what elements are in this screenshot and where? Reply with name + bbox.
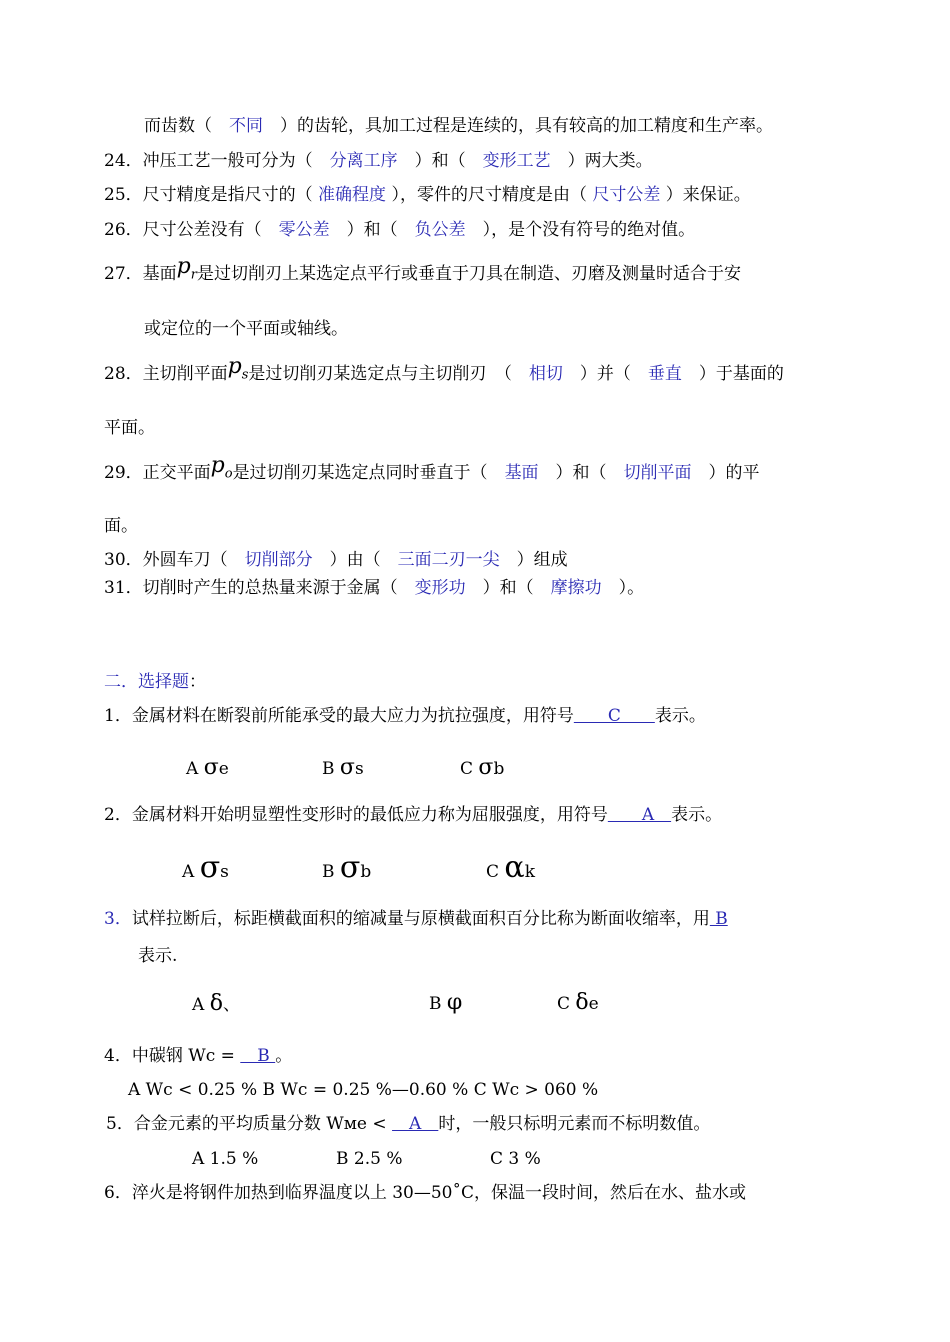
- option-symbol: δ: [575, 990, 589, 1015]
- text-run: ：: [189, 672, 206, 692]
- section-heading: 二．选择题: [104, 672, 189, 692]
- option-symbol: δ: [209, 991, 223, 1016]
- text-run: 正交平面: [142, 463, 211, 483]
- question-number: 24．: [104, 151, 143, 171]
- text-run: 冲压工艺一般可分为（: [142, 151, 330, 171]
- option: [322, 755, 364, 780]
- mc-question-3: [104, 908, 728, 930]
- text-run: ）和（: [538, 463, 624, 483]
- text-run: ）的平: [691, 463, 760, 483]
- fill-line: [144, 115, 773, 137]
- text-run: 合金元素的平均质量分数 Wме <: [133, 1114, 393, 1134]
- answer-text: 准确程度: [318, 185, 387, 205]
- question-number: 1．: [104, 706, 132, 726]
- text-run: ）由（: [312, 550, 398, 570]
- option-letter: B: [322, 862, 340, 882]
- question-29-cont: 面。: [104, 516, 138, 536]
- answer-text: 基面: [504, 463, 539, 483]
- option-subscript: b: [360, 862, 372, 882]
- option-subscript: s: [354, 759, 364, 779]
- question-number: 27．: [104, 264, 143, 284]
- text-run: 金属材料开始明显塑性变形时的最低应力称为屈服强度，用符号: [131, 805, 608, 825]
- text-run: 是过切削刃某选定点与主切削刃 （: [248, 364, 529, 384]
- option: [186, 755, 229, 780]
- option-letter: C: [460, 759, 479, 779]
- question-number: 31．: [104, 578, 143, 598]
- text-run: ）并（: [562, 364, 648, 384]
- answer-blank: A: [607, 805, 672, 825]
- mc-question-3-cont: 表示.: [138, 946, 178, 966]
- answer-blank: B: [240, 1046, 276, 1066]
- question-28-cont: 平面。: [104, 418, 155, 438]
- option-subscript: e: [588, 994, 599, 1014]
- mc-question-6: [104, 1182, 746, 1204]
- text-run: 是过切削刃上某选定点平行或垂直于刀具在制造、刃磨及测量时适合于安: [196, 264, 741, 284]
- text-run: 主切削平面: [142, 364, 228, 384]
- option: [460, 755, 504, 780]
- option-symbol: σ: [203, 755, 219, 780]
- text-run: ），是个没有符号的绝对值。: [465, 220, 696, 240]
- option-symbol: σ: [478, 755, 494, 780]
- answer-text: 不同: [229, 116, 263, 136]
- option-subscript: e: [218, 759, 229, 779]
- text-run: 中碳钢 Wc =: [131, 1046, 241, 1066]
- question-number: 29．: [104, 463, 143, 483]
- text-run: 切削时产生的总热量来源于金属（: [142, 578, 415, 598]
- question-29: [104, 453, 760, 491]
- question-number: 26．: [104, 220, 143, 240]
- fill-line: [104, 150, 653, 172]
- mc-question-1: [104, 705, 706, 727]
- question-31: [104, 577, 644, 599]
- question-number: 5．: [106, 1114, 134, 1134]
- option-symbol: σ: [339, 850, 361, 885]
- question-27-cont: 或定位的一个平面或轴线。: [144, 319, 348, 339]
- mc-question-5: [106, 1113, 710, 1135]
- option-letter: C: [486, 862, 505, 882]
- text-run: 表示。: [671, 805, 723, 825]
- text-run: 淬火是将钢件加热到临界温度以上 30—50˚C，保温一段时间，然后在水、盐水或: [131, 1183, 747, 1203]
- fill-line: [104, 219, 695, 241]
- option: [322, 850, 371, 885]
- question-number: 2．: [104, 805, 132, 825]
- text-run: ）和（: [397, 151, 483, 171]
- answer-text: 切削部分: [244, 550, 313, 570]
- option-letter: B: [429, 994, 447, 1014]
- mc-question-4: [104, 1045, 292, 1067]
- answer-text: 分离工序: [329, 151, 398, 171]
- option-subscript: k: [524, 862, 535, 882]
- option-letter: A: [186, 759, 204, 779]
- answer-text: 三面二刃一尖: [397, 550, 500, 570]
- section-title: [104, 671, 206, 693]
- option-letter: B: [322, 759, 340, 779]
- question-30: [104, 549, 568, 571]
- text-run: ）组成: [499, 550, 568, 570]
- option-symbol: σ: [199, 850, 221, 885]
- math-symbol: $p_r$: [176, 254, 197, 283]
- option-symbol: φ: [446, 990, 463, 1015]
- option-subscript: b: [493, 759, 505, 779]
- question-number: 28．: [104, 364, 143, 384]
- text-run: 外圆车刀（: [142, 550, 245, 570]
- text-run: 而齿数（: [144, 116, 229, 136]
- answer-text: 垂直: [647, 364, 682, 384]
- answer-text: 零公差: [278, 220, 330, 240]
- answer-text: 摩擦功: [550, 578, 602, 598]
- text-run: ）和（: [465, 578, 551, 598]
- question-number: 4．: [104, 1046, 132, 1066]
- text-run: 基面: [142, 264, 177, 284]
- question-number: 30．: [104, 550, 143, 570]
- option: [486, 850, 535, 885]
- answer-text: 变形工艺: [482, 151, 551, 171]
- text-run: ）来保证。: [660, 185, 751, 205]
- text-run: 表示。: [654, 706, 706, 726]
- mc-question-4-options: A Wc < 0.25 % B Wc = 0.25 %—0.60 % C Wc > 060 %: [128, 1080, 599, 1100]
- question-number: 25．: [104, 185, 143, 205]
- option: [182, 850, 229, 885]
- option-letter: C: [557, 994, 576, 1014]
- option-subscript: s: [220, 862, 229, 882]
- option-symbol: α: [504, 850, 525, 885]
- answer-text: 切削平面: [623, 463, 692, 483]
- text-run: 金属材料在断裂前所能承受的最大应力为抗拉强度，用符号: [131, 706, 574, 726]
- option-symbol: σ: [339, 755, 355, 780]
- option: B 2.5 %: [336, 1149, 403, 1169]
- text-run: 尺寸公差没有（: [142, 220, 279, 240]
- math-subscript: r: [190, 267, 197, 283]
- option-subscript: 、: [222, 995, 240, 1015]
- answer-text: 尺寸公差: [592, 185, 661, 205]
- text-run: ）于基面的: [681, 364, 784, 384]
- text-run: 是过切削刃某选定点同时垂直于（: [232, 463, 505, 483]
- answer-blank: B: [709, 909, 728, 929]
- question-number: 6．: [104, 1183, 132, 1203]
- option-letter: A: [182, 862, 200, 882]
- text-run: ）。: [601, 578, 645, 598]
- text-run: 试样拉断后，标距横截面积的缩减量与原横截面积百分比称为断面收缩率，用: [131, 909, 710, 929]
- option-letter: A: [192, 995, 210, 1015]
- answer-blank: C: [573, 706, 655, 726]
- question-27: [104, 254, 741, 292]
- math-symbol: $p_o$: [210, 453, 233, 482]
- option: C 3 %: [490, 1149, 541, 1169]
- math-subscript: s: [241, 367, 249, 383]
- text-run: 时，一般只标明元素而不标明数值。: [438, 1114, 711, 1134]
- option: [192, 990, 240, 1016]
- text-run: ）的齿轮，具加工过程是连续的，具有较高的加工精度和生产率。: [263, 116, 773, 136]
- text-run: 。: [275, 1046, 293, 1066]
- text-run: ）和（: [329, 220, 415, 240]
- text-run: ）两大类。: [550, 151, 653, 171]
- text-run: ），零件的尺寸精度是由（: [386, 185, 593, 205]
- answer-blank: A: [392, 1114, 439, 1134]
- answer-text: 相切: [528, 364, 563, 384]
- mc-question-2: [104, 804, 722, 826]
- text-run: 尺寸精度是指尺寸的（: [142, 185, 319, 205]
- fill-line: [104, 184, 751, 206]
- question-number: 3．: [104, 909, 132, 929]
- answer-text: 负公差: [414, 220, 466, 240]
- option: A 1.5 %: [192, 1149, 259, 1169]
- option: [557, 990, 599, 1015]
- answer-text: 变形功: [414, 578, 466, 598]
- math-subscript: o: [224, 466, 233, 482]
- option: [429, 990, 462, 1015]
- math-symbol: $p_s$: [227, 354, 249, 383]
- question-28: [104, 354, 784, 392]
